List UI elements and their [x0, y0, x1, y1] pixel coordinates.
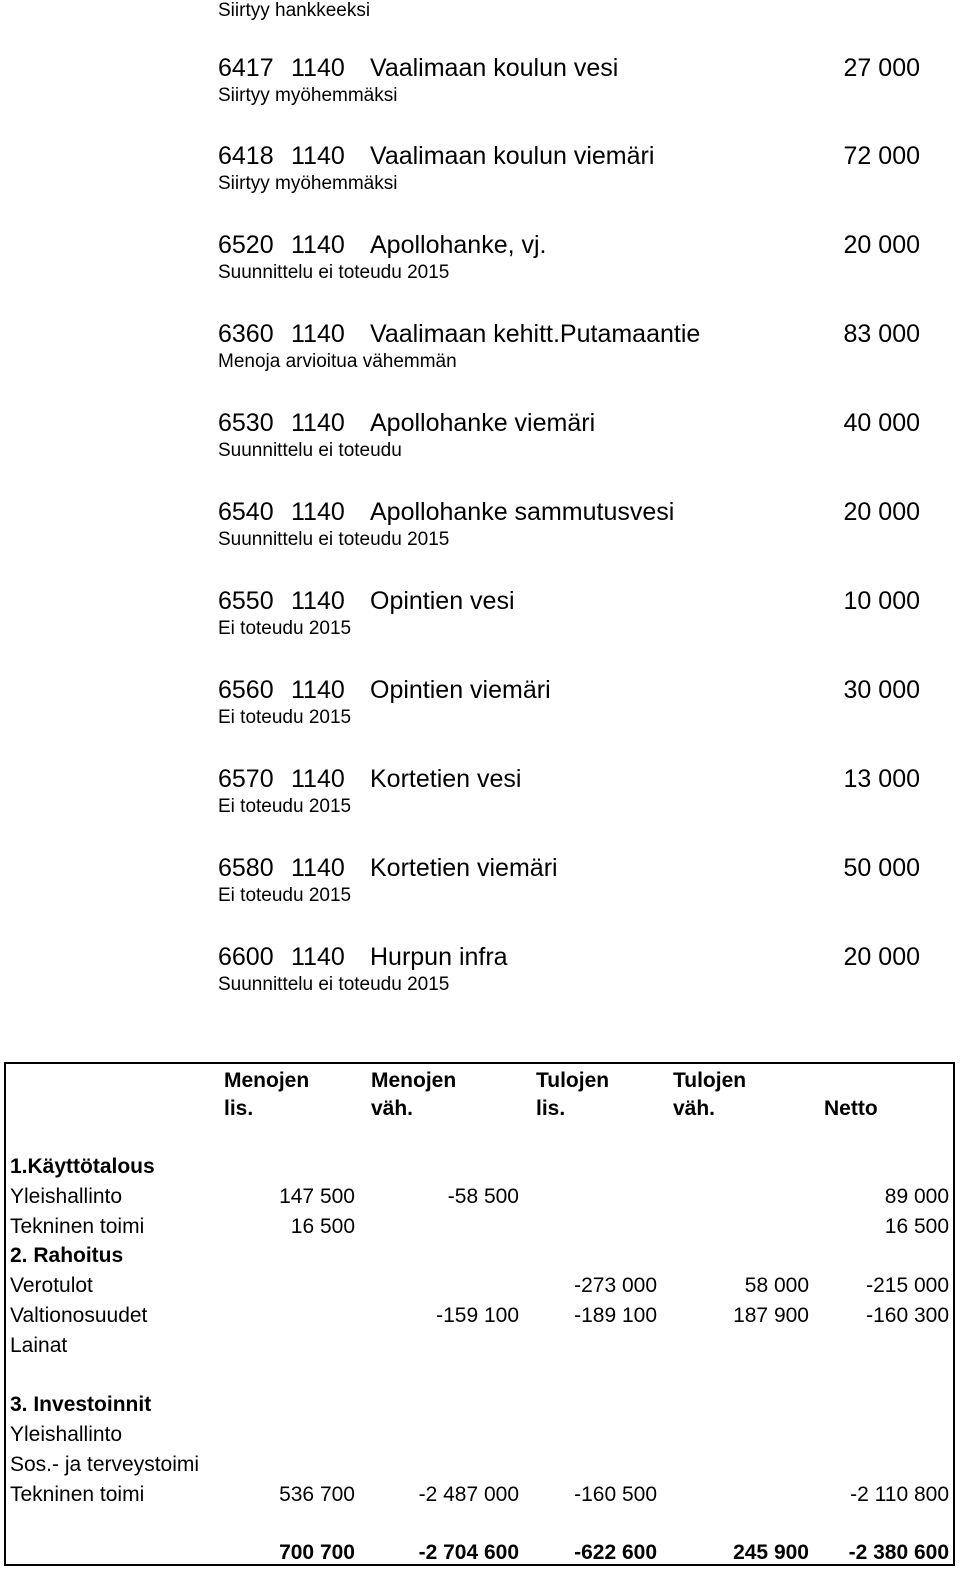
entry-name: Opintien vesi	[370, 587, 515, 615]
entry-number: 6580	[218, 854, 274, 882]
entry-6580	[218, 853, 920, 913]
total-income-increase: -622 600	[574, 1541, 657, 1564]
carryover-note: Siirtyy hankkeeksi	[218, 0, 371, 21]
entry-name: Vaalimaan kehitt.Putamaantie	[370, 320, 701, 348]
row-label: Lainat	[10, 1334, 68, 1357]
table-row	[6, 1420, 955, 1450]
cell-expense-decrease: -2 487 000	[418, 1483, 519, 1506]
entry-amount: 20 000	[843, 943, 920, 971]
entry-number: 6360	[218, 320, 274, 348]
entry-number: 6520	[218, 231, 274, 259]
entry-note: Ei toteudu 2015	[218, 796, 352, 817]
cell-expense-decrease: -159 100	[436, 1304, 519, 1327]
entry-note: Menoja arvioitua vähemmän	[218, 351, 457, 372]
table-row	[6, 1331, 955, 1361]
cell-income-increase: -189 100	[574, 1304, 657, 1327]
total-net: -2 380 600	[848, 1541, 949, 1564]
entry-number: 6530	[218, 409, 274, 437]
col-header-expense-decrease: Menojen väh.	[371, 1069, 457, 1120]
totals-row	[6, 1538, 955, 1568]
entry-amount: 40 000	[843, 409, 920, 437]
budget-summary-table	[4, 1062, 955, 1566]
row-label: Tekninen toimi	[10, 1215, 145, 1238]
entry-6360	[218, 319, 920, 379]
entry-6560	[218, 675, 920, 735]
table-row-kayttotalous	[6, 1152, 955, 1182]
entry-6570	[218, 764, 920, 824]
entry-code: 1140	[291, 676, 345, 704]
entry-amount: 72 000	[843, 142, 920, 170]
entry-code: 1140	[291, 54, 345, 82]
entry-amount: 83 000	[843, 320, 920, 348]
row-label: Tekninen toimi	[10, 1483, 145, 1506]
table-row	[6, 1271, 955, 1301]
row-label: 3. Investoinnit	[10, 1393, 152, 1416]
row-label: Valtionosuudet	[10, 1304, 148, 1327]
cell-expense-increase: 536 700	[279, 1483, 355, 1506]
row-label: Sos.- ja terveystoimi	[10, 1453, 200, 1476]
cell-income-decrease: 58 000	[744, 1274, 809, 1297]
entry-amount: 20 000	[843, 231, 920, 259]
row-label: Verotulot	[10, 1274, 93, 1297]
entry-6417	[218, 53, 920, 113]
entry-code: 1140	[291, 587, 345, 615]
entry-name: Kortetien vesi	[370, 765, 522, 793]
table-row-investoinnit	[6, 1390, 955, 1420]
entry-code: 1140	[291, 854, 345, 882]
entry-note: Siirtyy myöhemmäksi	[218, 85, 398, 106]
entry-number: 6570	[218, 765, 274, 793]
total-income-decrease: 245 900	[733, 1541, 809, 1564]
entry-note: Suunnittelu ei toteudu 2015	[218, 529, 450, 550]
table-row-rahoitus	[6, 1241, 955, 1271]
entry-note: Ei toteudu 2015	[218, 885, 352, 906]
entry-amount: 50 000	[843, 854, 920, 882]
table-row	[6, 1212, 955, 1242]
total-expense-decrease: -2 704 600	[418, 1541, 519, 1564]
entry-amount: 13 000	[843, 765, 920, 793]
row-label: Yleishallinto	[10, 1185, 123, 1208]
entry-number: 6540	[218, 498, 274, 526]
entry-name: Apollohanke viemäri	[370, 409, 596, 437]
cell-expense-increase: 147 500	[279, 1185, 355, 1208]
entry-code: 1140	[291, 765, 345, 793]
entry-note: Suunnittelu ei toteudu 2015	[218, 262, 450, 283]
entry-name: Opintien viemäri	[370, 676, 551, 704]
row-label: Yleishallinto	[10, 1423, 123, 1446]
entry-code: 1140	[291, 943, 345, 971]
table-row	[6, 1182, 955, 1212]
entry-number: 6600	[218, 943, 274, 971]
entry-name: Kortetien viemäri	[370, 854, 558, 882]
entry-number: 6418	[218, 142, 274, 170]
col-header-net: Netto	[824, 1097, 878, 1120]
entry-6550	[218, 586, 920, 646]
row-label: 1.Käyttötalous	[10, 1155, 155, 1178]
cell-expense-increase: 16 500	[290, 1215, 355, 1238]
cell-income-decrease: 187 900	[733, 1304, 809, 1327]
entry-name: Vaalimaan koulun viemäri	[370, 142, 655, 170]
entry-amount: 20 000	[843, 498, 920, 526]
entry-code: 1140	[291, 142, 345, 170]
entry-note: Siirtyy myöhemmäksi	[218, 173, 398, 194]
entry-6600	[218, 942, 920, 1002]
entry-code: 1140	[291, 409, 345, 437]
entry-amount: 27 000	[843, 54, 920, 82]
entry-6530	[218, 408, 920, 468]
total-expense-increase: 700 700	[279, 1541, 355, 1564]
entry-6520	[218, 230, 920, 290]
cell-income-increase: -160 500	[574, 1483, 657, 1506]
entry-note: Ei toteudu 2015	[218, 707, 352, 728]
entry-code: 1140	[291, 498, 345, 526]
entry-6418	[218, 141, 920, 201]
entry-name: Apollohanke, vj.	[370, 231, 547, 259]
table-row	[6, 1480, 955, 1510]
entry-note: Ei toteudu 2015	[218, 618, 352, 639]
cell-income-increase: -273 000	[574, 1274, 657, 1297]
entry-number: 6417	[218, 54, 274, 82]
entry-6540	[218, 497, 920, 557]
entry-code: 1140	[291, 320, 345, 348]
entry-amount: 30 000	[843, 676, 920, 704]
cell-net: -2 110 800	[850, 1483, 949, 1506]
cell-net: -215 000	[866, 1274, 949, 1297]
entry-name: Vaalimaan koulun vesi	[370, 54, 619, 82]
col-header-income-decrease: Tulojen väh.	[673, 1069, 747, 1120]
col-header-expense-increase: Menojen lis.	[224, 1069, 310, 1120]
entry-amount: 10 000	[843, 587, 920, 615]
cell-net: 89 000	[884, 1185, 949, 1208]
entry-name: Hurpun infra	[370, 943, 508, 971]
entry-code: 1140	[291, 231, 345, 259]
table-row	[6, 1301, 955, 1331]
table-row	[6, 1450, 955, 1480]
col-header-income-increase: Tulojen lis.	[536, 1069, 610, 1120]
entry-note: Suunnittelu ei toteudu	[218, 440, 402, 461]
entry-number: 6560	[218, 676, 274, 704]
cell-net: -160 300	[866, 1304, 949, 1327]
row-label: 2. Rahoitus	[10, 1244, 124, 1267]
entry-number: 6550	[218, 587, 274, 615]
cell-expense-decrease: -58 500	[447, 1185, 519, 1208]
entry-name: Apollohanke sammutusvesi	[370, 498, 675, 526]
entry-note: Suunnittelu ei toteudu 2015	[218, 974, 450, 995]
cell-net: 16 500	[884, 1215, 949, 1238]
